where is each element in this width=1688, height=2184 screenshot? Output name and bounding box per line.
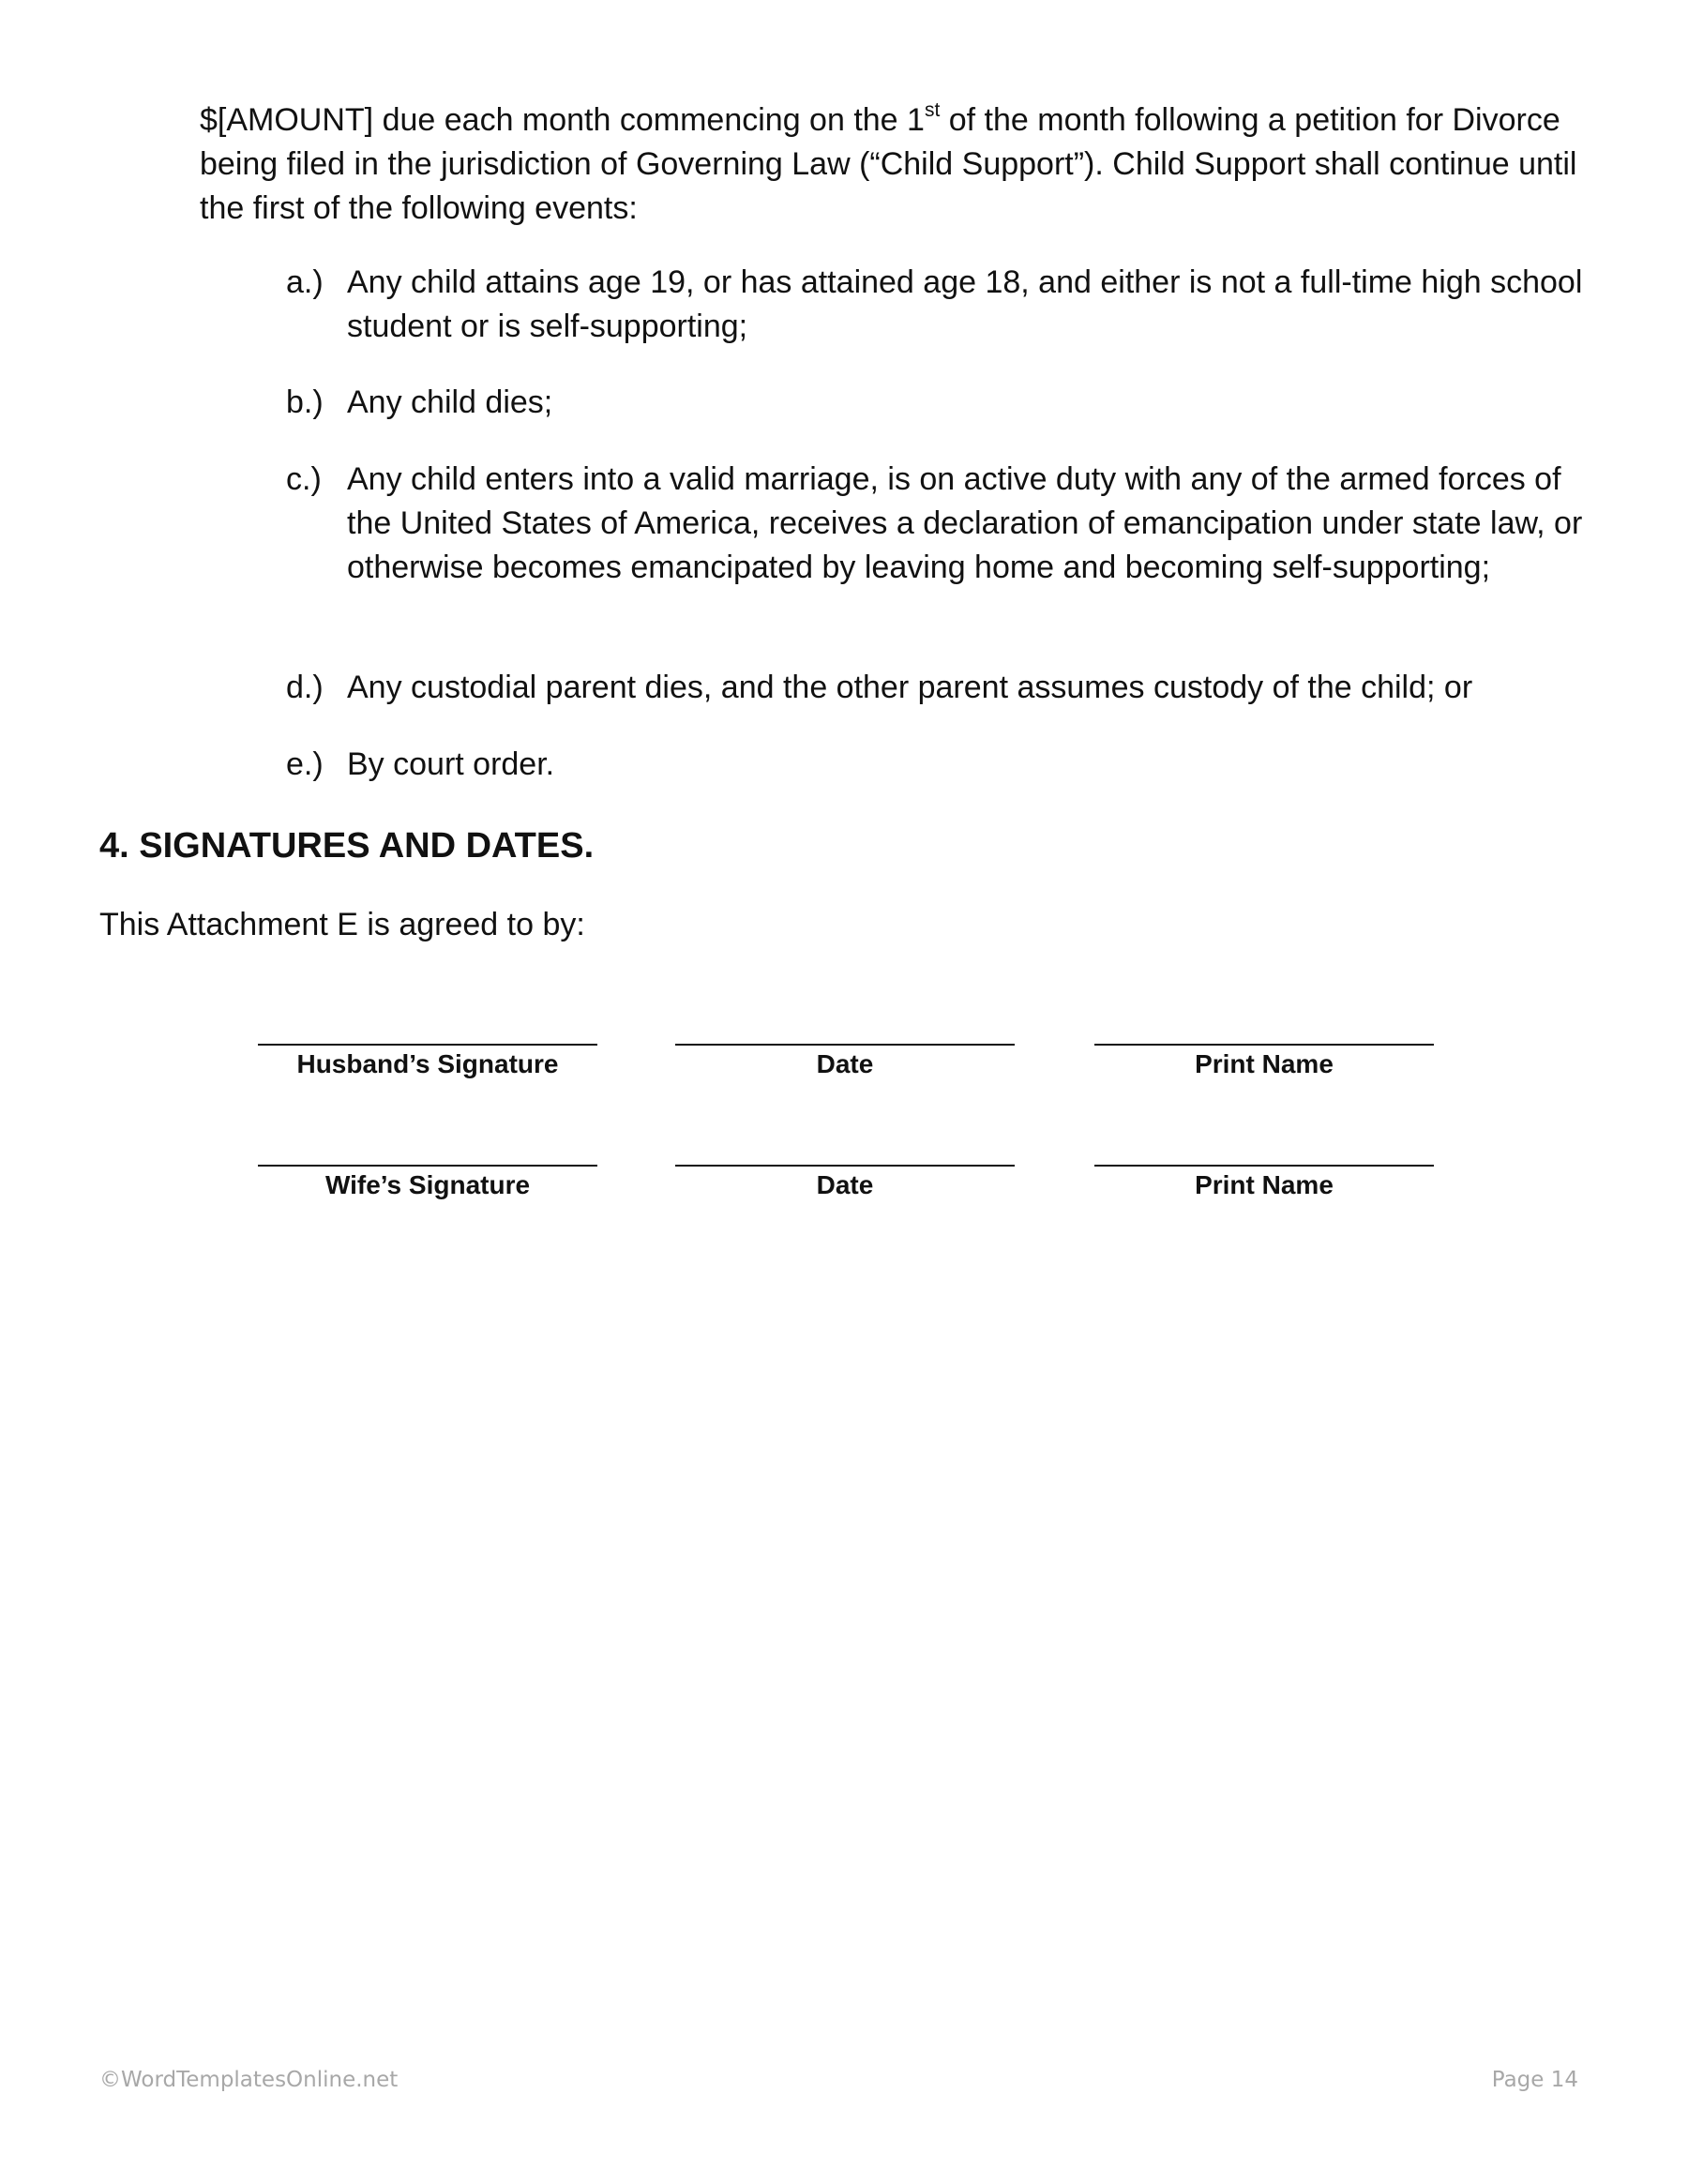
list-marker: d.) [286, 670, 324, 705]
wife-signature-label: Wife’s Signature [324, 1170, 531, 1199]
signature-line [675, 1165, 1015, 1167]
intro-text-part2: of the month following a petition for Divorce being filed in the jurisdiction of Governing Law (“Child Support”). Child Support shall continue until the first of the following events: [200, 102, 1577, 226]
section-title-period: . [583, 826, 595, 866]
intro-paragraph [200, 98, 1588, 231]
list-marker: e.) [286, 746, 324, 782]
husband-print-name-label: Print Name [1195, 1049, 1334, 1078]
list-item-text: Any child dies; [347, 384, 553, 420]
footer-page-number: Page 14 [1491, 2068, 1578, 2092]
husband-signature-field[interactable] [258, 1044, 597, 1081]
wife-signature-field[interactable] [258, 1165, 597, 1202]
signature-line [258, 1165, 597, 1167]
ordinal-suffix: st [924, 98, 941, 121]
list-marker: b.) [286, 384, 324, 420]
husband-date-field[interactable] [675, 1044, 1015, 1081]
husband-print-name-field[interactable] [1094, 1044, 1434, 1081]
section-title: 4. SIGNATURES AND DATES [99, 826, 584, 866]
list-item [286, 666, 1599, 710]
section-heading [99, 822, 594, 869]
wife-print-name-label: Print Name [1195, 1170, 1334, 1199]
intro-text-part1: $[AMOUNT] due each month commencing on the 1 [200, 102, 925, 138]
list-item [286, 743, 1599, 787]
wife-print-name-field[interactable] [1094, 1165, 1434, 1202]
wife-date-field[interactable] [675, 1165, 1015, 1202]
wife-date-label: Date [816, 1170, 874, 1199]
list-item-text: Any child enters into a valid marriage, is on active duty with any of the armed forces of the United States of America, receives a declaration of emancipation under state law, or otherwise becomes emancipated by leaving home and becoming self-supporting; [347, 461, 1583, 585]
signature-line [1094, 1165, 1434, 1167]
list-marker: c.) [286, 461, 322, 497]
signature-line [675, 1044, 1015, 1046]
agreement-statement: This Attachment E is agreed to by: [99, 907, 585, 942]
signature-line [1094, 1044, 1434, 1046]
husband-signature-label: Husband’s Signature [296, 1049, 559, 1078]
husband-date-label: Date [816, 1049, 874, 1078]
footer-copyright: ©WordTemplatesOnline.net [99, 2068, 399, 2092]
list-marker: a.) [286, 264, 324, 300]
list-item [286, 261, 1599, 349]
signature-line [258, 1044, 597, 1046]
list-item-text: Any child attains age 19, or has attained age 18, and either is not a full-time high school student or is self-supporting; [347, 264, 1583, 344]
list-item-text: Any custodial parent dies, and the other parent assumes custody of the child; or [347, 670, 1473, 705]
list-item [286, 458, 1599, 590]
list-item-text: By court order. [347, 746, 555, 782]
list-item [286, 381, 1599, 425]
